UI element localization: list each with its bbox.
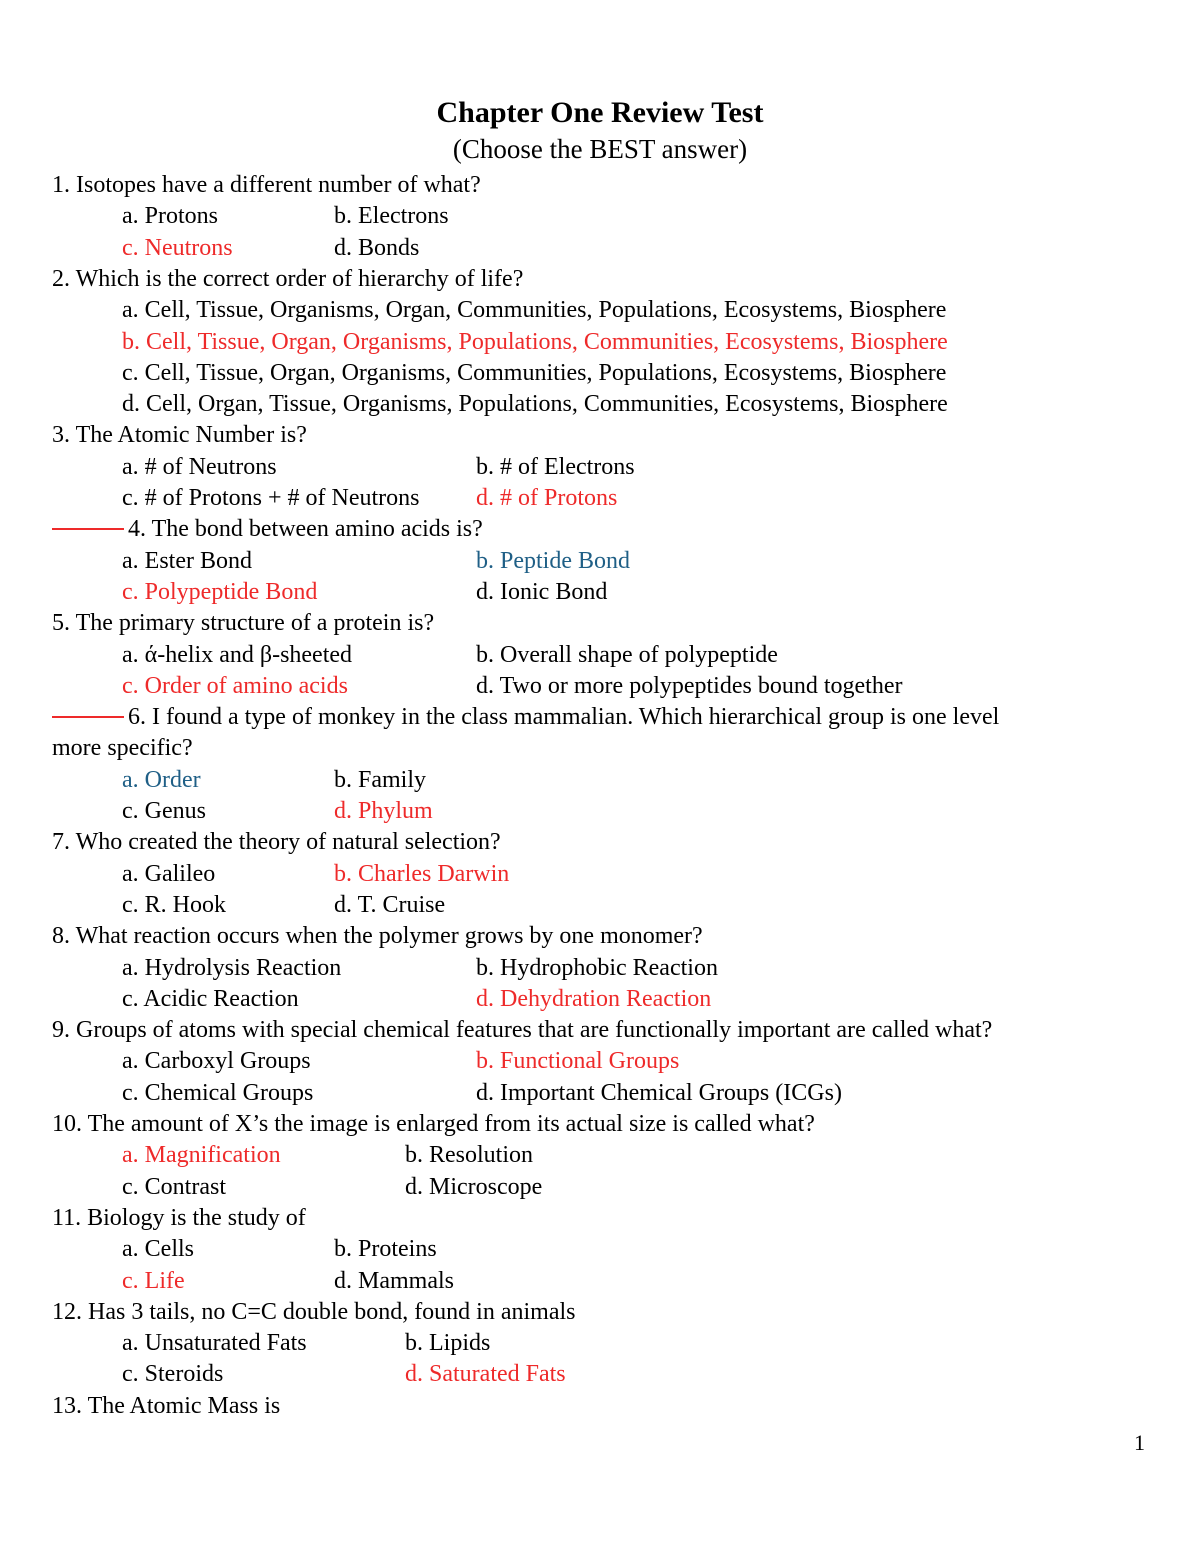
- answer-line: [0, 1234, 1200, 1265]
- answer-option: c. # of Protons + # of Neutrons: [122, 485, 420, 511]
- answer-option: b. Lipids: [405, 1330, 491, 1357]
- page-subtitle: (Choose the BEST answer): [452, 134, 748, 164]
- answer-line: [0, 671, 1200, 702]
- answer-option: a. Order: [122, 766, 201, 793]
- answer-line: [0, 1046, 1200, 1077]
- answer-option: a. Cell, Tissue, Organisms, Organ, Communities, Populations, Ecosystems, Biosphere: [122, 297, 947, 324]
- answer-option: b. Proteins: [334, 1236, 437, 1263]
- answer-line: [0, 1266, 1200, 1297]
- answer-option: d. Phylum: [334, 798, 433, 824]
- answer-option: b. Charles Darwin: [334, 860, 510, 887]
- question-text-line: [0, 827, 1200, 858]
- answer-option: c. Neutrons: [122, 234, 233, 261]
- question-text: 12. Has 3 tails, no C=C double bond, found in animals: [52, 1298, 576, 1325]
- question-text: 5. The primary structure of a protein is?: [52, 610, 435, 637]
- answer-option: b. Electrons: [334, 203, 449, 230]
- answer-option: b. Functional Groups: [476, 1048, 680, 1075]
- answer-line: [0, 201, 1200, 232]
- answer-option: b. Peptide Bond: [476, 547, 630, 574]
- answer-option: c. Cell, Tissue, Organ, Organisms, Communities, Populations, Ecosystems, Biosphere: [122, 359, 947, 386]
- question-text-line: [0, 1109, 1200, 1140]
- question-text-line: [0, 264, 1200, 295]
- question-text: 2. Which is the correct order of hierarchy of life?: [52, 265, 524, 292]
- question-text: 13. The Atomic Mass is: [52, 1392, 281, 1419]
- question-text-line: [0, 1391, 1200, 1422]
- question-text: 10. The amount of X’s the image is enlarged from its actual size is called what?: [52, 1111, 815, 1137]
- answer-line: [0, 483, 1200, 514]
- answer-option: c. Contrast: [122, 1173, 226, 1200]
- answer-line: [0, 1328, 1200, 1359]
- question-text-line: [0, 1203, 1200, 1234]
- answer-line: [0, 1078, 1200, 1109]
- answer-line: [0, 796, 1200, 827]
- red-margin-rule: [52, 716, 124, 718]
- answer-line: [0, 358, 1200, 389]
- answer-line: [0, 640, 1200, 671]
- answer-option: a. ά-helix and β-sheeted: [122, 641, 353, 668]
- answer-line: [0, 546, 1200, 577]
- question-text: 1. Isotopes have a different number of what?: [52, 172, 481, 198]
- answer-line: [0, 452, 1200, 483]
- question-text: 11. Biology is the study of: [52, 1204, 306, 1231]
- answer-option: c. Acidic Reaction: [122, 985, 299, 1012]
- answer-option: d. Two or more polypeptides bound together: [476, 672, 903, 699]
- answer-option: a. Cells: [122, 1236, 194, 1263]
- question-text-line: [0, 514, 1200, 545]
- answer-line: [0, 1172, 1200, 1203]
- answer-option: b. Resolution: [405, 1142, 534, 1169]
- answer-option: b. Hydrophobic Reaction: [476, 954, 718, 981]
- answer-option: c. Polypeptide Bond: [122, 578, 318, 605]
- page-number: 1: [1134, 1430, 1145, 1455]
- question-text: 9. Groups of atoms with special chemical features that are functionally important are called what?: [52, 1017, 993, 1044]
- answer-option: c. Chemical Groups: [122, 1079, 314, 1106]
- answer-option: c. Order of amino acids: [122, 672, 348, 699]
- answer-line: [0, 733, 1200, 764]
- answer-option: d. # of Protons: [476, 485, 618, 511]
- answer-option: b. # of Electrons: [476, 453, 635, 480]
- page-title: Chapter One Review Test: [436, 96, 764, 129]
- question-text-line: [0, 702, 1200, 733]
- answer-option: more specific?: [52, 735, 193, 762]
- answer-option: a. Ester Bond: [122, 547, 252, 574]
- question-text-line: [0, 1015, 1200, 1046]
- answer-option: d. Ionic Bond: [476, 578, 608, 605]
- answer-option: a. # of Neutrons: [122, 453, 277, 480]
- answer-line: [0, 890, 1200, 921]
- answer-line: [0, 577, 1200, 608]
- answer-option: c. Life: [122, 1267, 185, 1294]
- red-margin-rule: [52, 528, 124, 530]
- answer-line: [0, 295, 1200, 326]
- answer-line: [0, 1359, 1200, 1390]
- answer-option: b. Cell, Tissue, Organ, Organisms, Populations, Communities, Ecosystems, Biosphere: [122, 328, 948, 355]
- answer-line: [0, 327, 1200, 358]
- answer-option: d. T. Cruise: [334, 891, 446, 918]
- answer-line: [0, 765, 1200, 796]
- answer-line: [0, 389, 1200, 420]
- answer-option: d. Bonds: [334, 234, 420, 261]
- question-text: 3. The Atomic Number is?: [52, 422, 307, 449]
- answer-option: c. Steroids: [122, 1361, 224, 1388]
- answer-option: a. Carboxyl Groups: [122, 1048, 311, 1075]
- answer-option: d. Microscope: [405, 1173, 543, 1200]
- question-text: 7. Who created the theory of natural selection?: [52, 829, 501, 856]
- answer-option: a. Magnification: [122, 1142, 281, 1169]
- answer-option: c. Genus: [122, 798, 206, 824]
- question-text-line: [0, 420, 1200, 451]
- answer-option: d. Dehydration Reaction: [476, 985, 712, 1012]
- answer-option: d. Mammals: [334, 1267, 454, 1294]
- question-text-line: [0, 608, 1200, 639]
- question-text-line: [0, 1297, 1200, 1328]
- question-text: 8. What reaction occurs when the polymer grows by one monomer?: [52, 923, 703, 950]
- question-text: 6. I found a type of monkey in the class mammalian. Which hierarchical group is one level: [128, 704, 1000, 731]
- question-text-line: [0, 170, 1200, 201]
- answer-option: b. Overall shape of polypeptide: [476, 641, 778, 668]
- answer-option: a. Hydrolysis Reaction: [122, 954, 342, 981]
- answer-option: a. Galileo: [122, 860, 216, 887]
- answer-line: [0, 859, 1200, 890]
- answer-line: [0, 953, 1200, 984]
- answer-line: [0, 233, 1200, 264]
- answer-option: c. R. Hook: [122, 891, 226, 918]
- question-text-line: [0, 921, 1200, 952]
- answer-option: a. Unsaturated Fats: [122, 1330, 307, 1357]
- answer-line: [0, 1140, 1200, 1171]
- answer-option: b. Family: [334, 766, 427, 793]
- question-text: 4. The bond between amino acids is?: [128, 516, 483, 543]
- answer-option: d. Important Chemical Groups (ICGs): [476, 1079, 842, 1106]
- answer-option: d. Cell, Organ, Tissue, Organisms, Populations, Communities, Ecosystems, Biosphere: [122, 391, 948, 418]
- answer-line: [0, 984, 1200, 1015]
- answer-option: a. Protons: [122, 203, 218, 230]
- answer-option: d. Saturated Fats: [405, 1361, 566, 1388]
